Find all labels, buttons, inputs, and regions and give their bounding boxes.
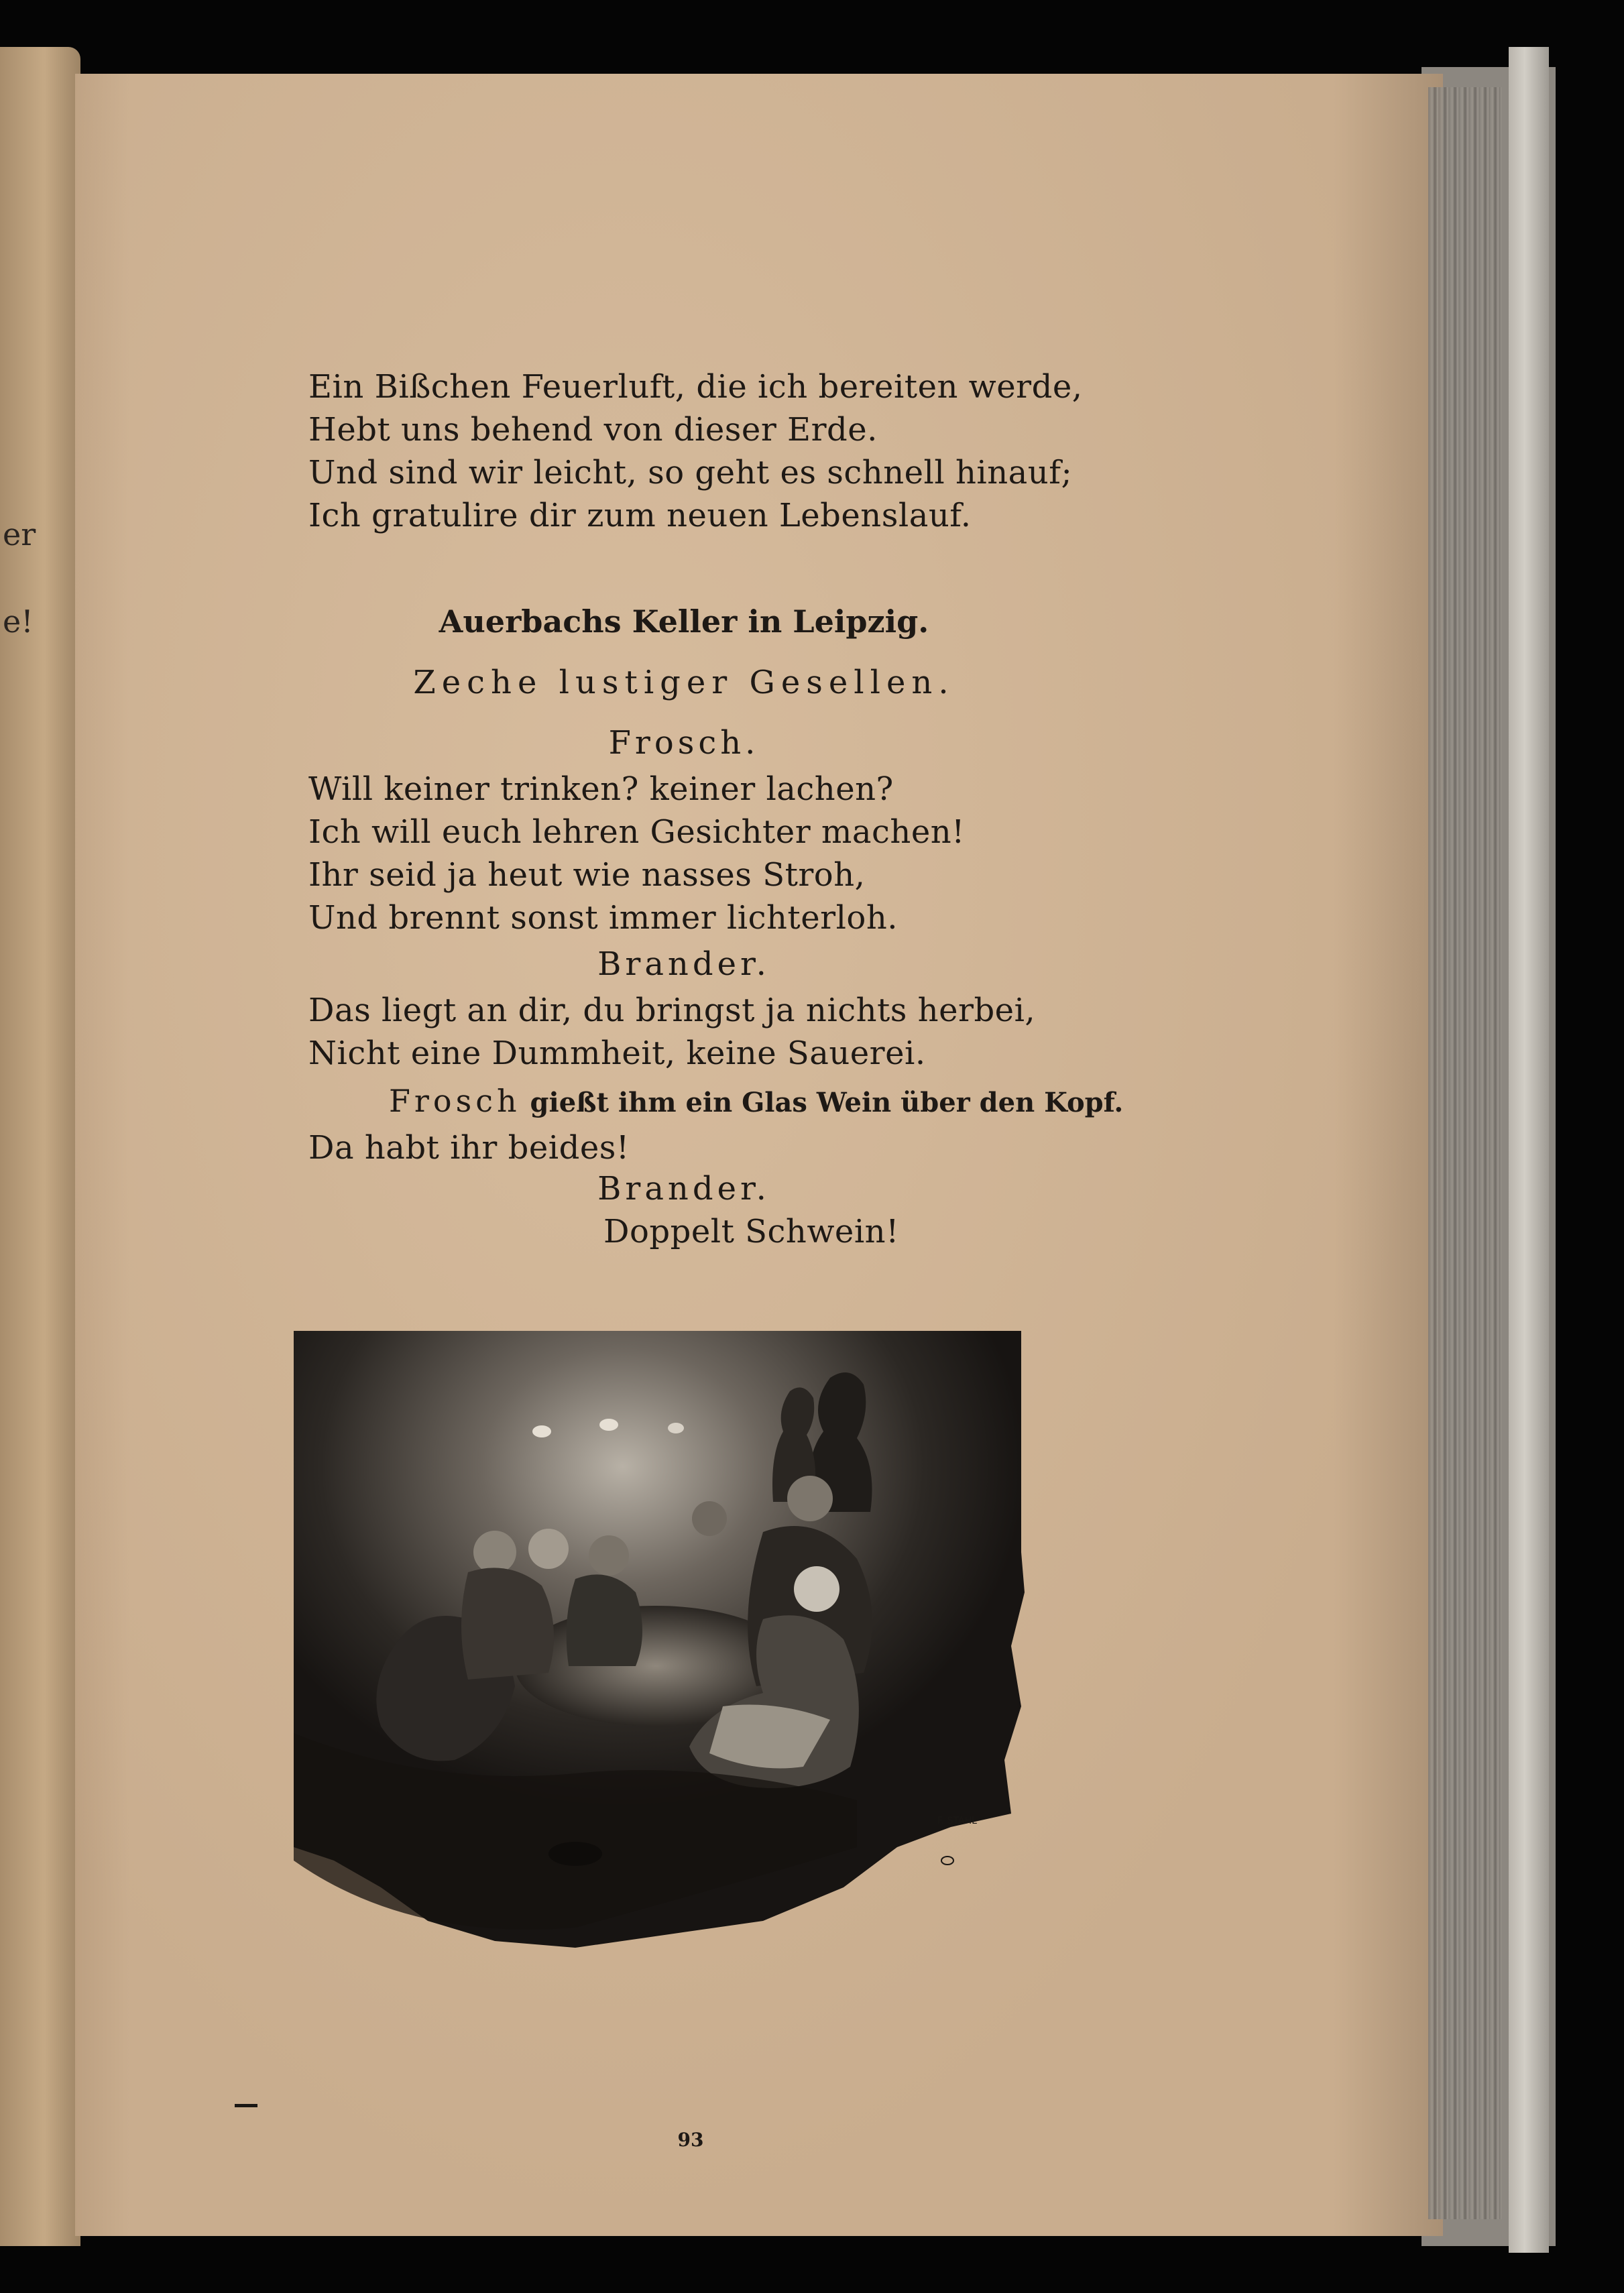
verse-line: Hebt uns behend von dieser Erde. [308,411,878,449]
page-edges [1428,87,1502,2219]
left-facing-page [0,47,80,2246]
verse-line: Ein Bißchen Feuerluft, die ich bereiten werde, [308,368,1083,406]
page-number: 93 [677,2129,704,2151]
verse-line: Ihr seid ja heut wie nasses Stroh, [308,856,866,894]
verse-line: Nicht eine Dummheit, keine Sauerei. [308,1035,926,1072]
stage-direction-speaker: Frosch [389,1083,521,1119]
verse-line: Ich will euch lehren Gesichter machen! [308,813,965,851]
verse-line: Das liegt an dir, du bringst ja nichts herbei, [308,992,1036,1029]
stage-direction-text: gießt ihm ein Glas Wein über den Kopf. [520,1087,1124,1118]
print-mark [235,2104,257,2107]
stage-direction [389,1083,1123,1119]
verse-line: Da habt ihr beides! [308,1129,630,1167]
speaker-brander: Brander. [597,945,770,983]
left-page-fragment: er [3,516,36,552]
speaker-brander: Brander. [597,1170,770,1208]
verse-line: Will keiner trinken? keiner lachen? [308,770,894,808]
tavern-illustration [294,1331,1025,1954]
frosch-speech [308,768,965,939]
illustration-signature: F. STAHL [937,1816,977,1826]
verse-line: Ich gratulire dir zum neuen Lebenslauf. [308,497,972,534]
verse-line: Und sind wir leicht, so geht es schnell hinauf; [308,454,1073,491]
verse-line: Doppelt Schwein! [603,1213,899,1250]
intro-verse [308,365,1083,537]
cover-edge [1509,47,1549,2253]
left-page-fragment: e! [3,603,34,640]
scene-subheading: Zeche lustiger Gesellen. [413,664,955,701]
brander-speech [308,989,1035,1075]
verse-line: Und brennt sonst immer lichterloh. [308,899,898,937]
speaker-frosch: Frosch. [608,724,760,762]
scene-heading: Auerbachs Keller in Leipzig. [439,603,929,640]
